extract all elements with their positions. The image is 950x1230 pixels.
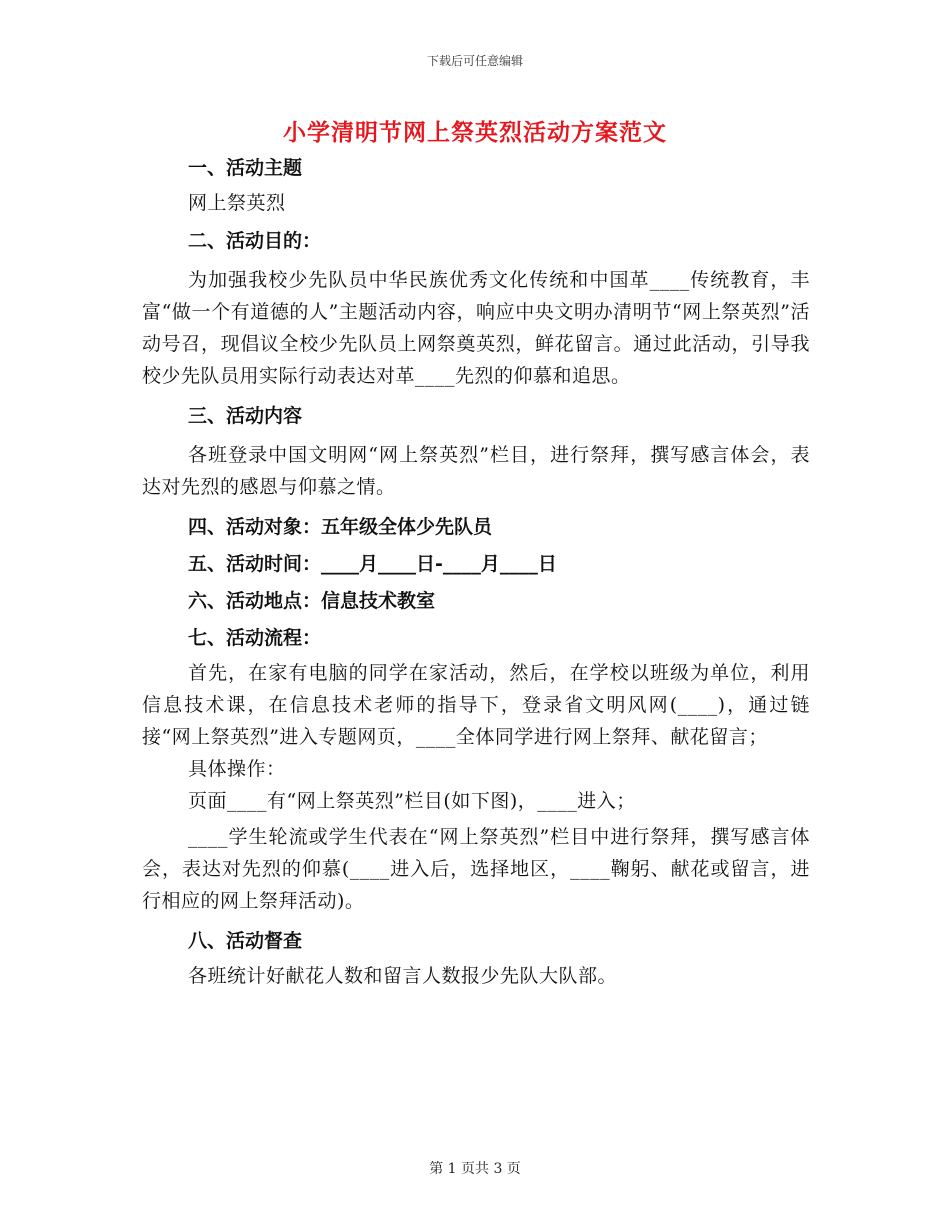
document-body bbox=[142, 150, 810, 992]
section-heading-process: 七、活动流程： bbox=[188, 627, 322, 649]
section-heading-content: 三、活动内容 bbox=[188, 405, 303, 427]
section-body-theme: 网上祭英烈 bbox=[188, 192, 286, 214]
section-body-purpose: 为加强我校少先队员中华民族优秀文化传统和中国革____传统教育，丰富“做一个有道德的人”主题活动内容，响应中央文明办清明节“网上祭英烈”活动号召，现倡议全校少先队员上网祭奠英烈，鲜花留言。通过此活动，引导我校少先队员用实际行动表达对革____先烈的仰慕和追思。 bbox=[142, 269, 810, 387]
section-heading-target: 四、活动对象：五年级全体少先队员 bbox=[188, 516, 493, 538]
section-heading-theme: 一、活动主题 bbox=[188, 157, 303, 179]
process-paragraph-4: ____学生轮流或学生代表在“网上祭英烈”栏目中进行祭拜，撰写感言体会，表达对先烈的仰慕(____进入后，选择地区，____鞠躬、献花或留言，进行相应的网上祭拜活动)。 bbox=[142, 826, 810, 912]
section-heading-location: 六、活动地点：信息技术教室 bbox=[188, 590, 436, 612]
section-body-content: 各班登录中国文明网“网上祭英烈”栏目，进行祭拜，撰写感言体会，表达对先烈的感恩与仰慕之情。 bbox=[142, 444, 810, 498]
page-footer: 第 1 页共 3 页 bbox=[429, 1161, 521, 1177]
process-paragraph-1: 首先，在家有电脑的同学在家活动，然后，在学校以班级为单位，利用信息技术课，在信息技术老师的指导下，登录省文明风网(____)，通过链接“网上祭英烈”进入专题网页，____全体同学进行网上祭拜、献花留言； bbox=[142, 662, 810, 748]
document-title: 小学清明节网上祭英烈活动方案范文 bbox=[283, 119, 667, 146]
process-paragraph-2: 具体操作： bbox=[188, 758, 286, 780]
section-heading-supervision: 八、活动督查 bbox=[188, 930, 303, 952]
section-heading-time: 五、活动时间：____月____日-____月____日 bbox=[188, 553, 557, 575]
process-paragraph-3: 页面____有“网上祭英烈”栏目(如下图)，____进入； bbox=[188, 790, 636, 812]
section-heading-purpose: 二、活动目的： bbox=[188, 230, 322, 252]
section-body-supervision: 各班统计好献花人数和留言人数报少先队大队部。 bbox=[188, 965, 618, 987]
header-note: 下载后可任意编辑 bbox=[426, 54, 523, 68]
